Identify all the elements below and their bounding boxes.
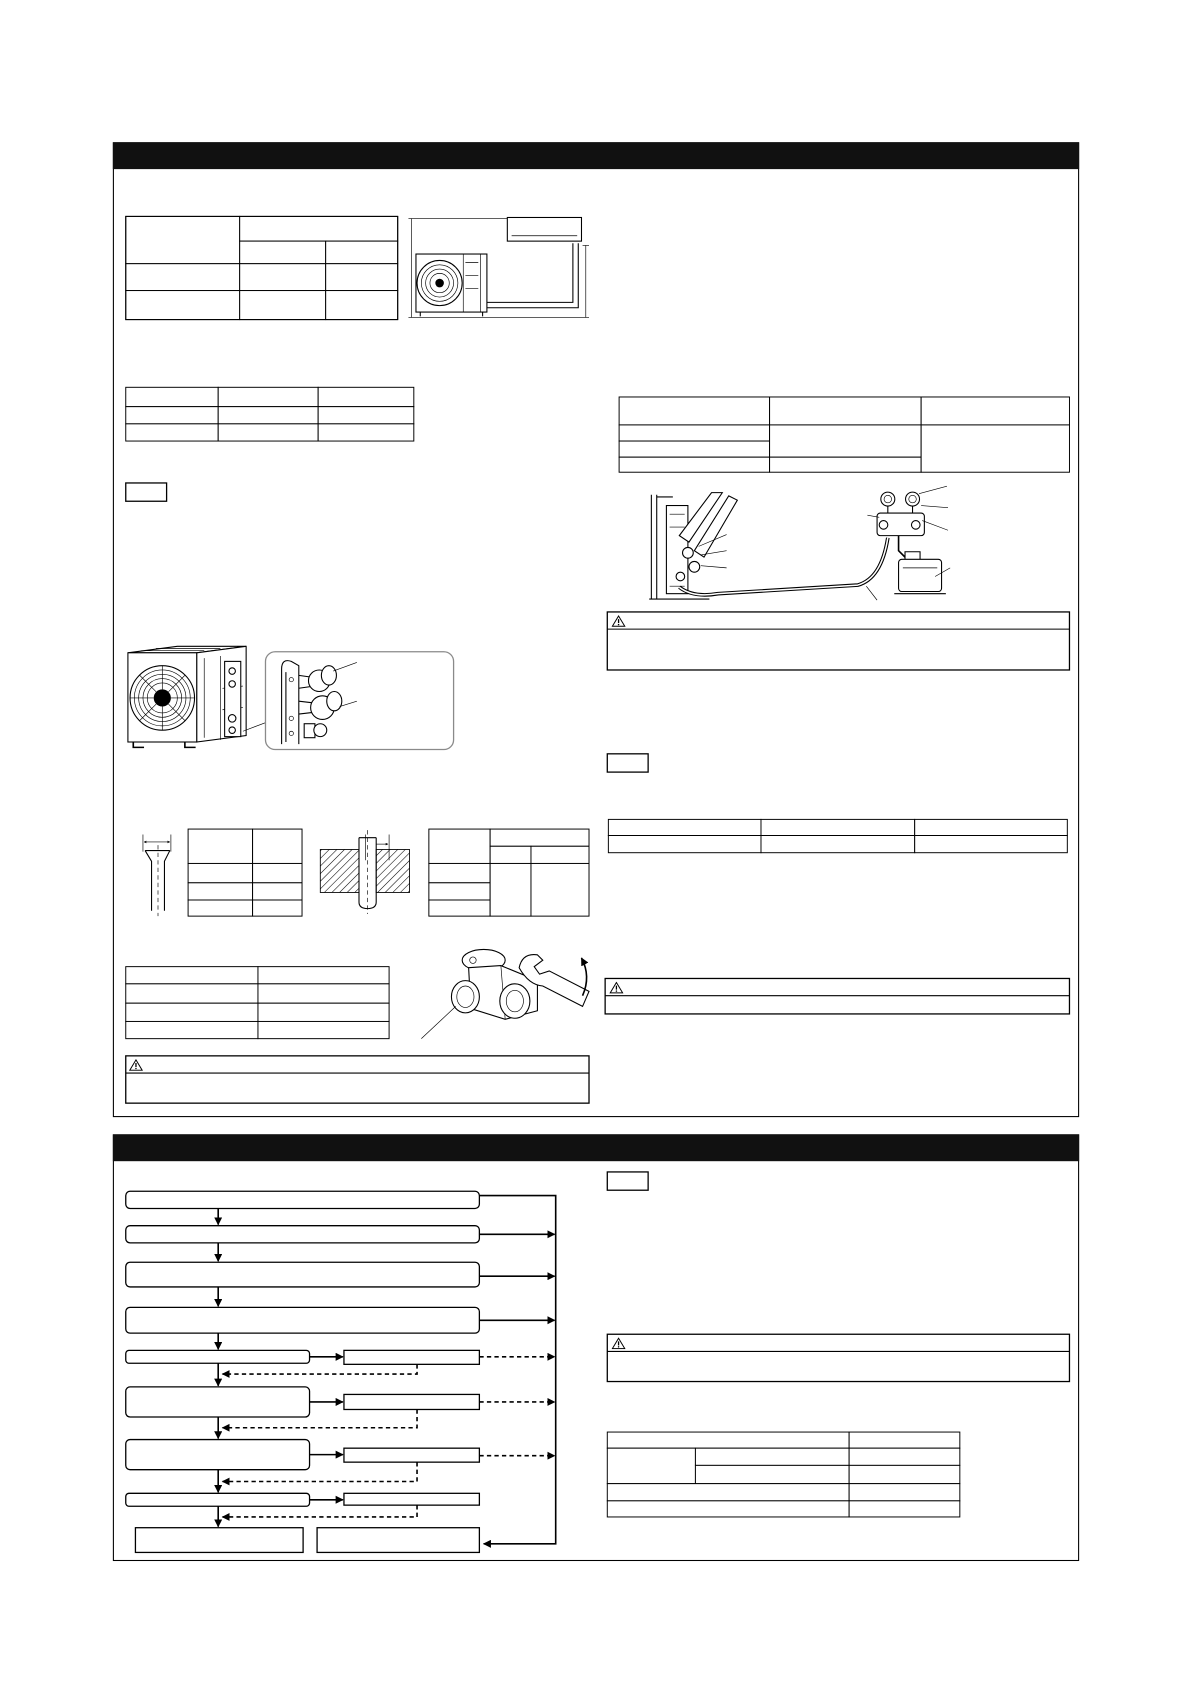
warning-box [126,1056,589,1103]
unit-feet [133,742,195,747]
table-cell [429,900,490,916]
section-1-header-bar [113,142,1079,169]
valve-callout [265,652,453,750]
fan-grille-icon [130,666,194,730]
flare-pipe [145,851,170,911]
table-cell [240,216,398,241]
flare-nut [451,981,479,1013]
table-cell [188,900,252,916]
leader-line [421,1006,455,1038]
table-cell [619,425,769,441]
flare-dimension-table [188,829,302,916]
table-cell [619,441,769,457]
table-cell [607,1448,695,1483]
table-cell [326,291,398,320]
low-pressure-gauge [881,492,895,506]
table-cell [619,397,769,425]
table-cell [490,863,531,916]
section-2 [113,1134,1079,1560]
callout-frame [265,652,453,750]
flow-check [126,1440,310,1470]
outdoor-unit-feet [420,312,482,316]
table-cell [126,407,218,424]
manifold-knob [911,521,920,530]
table-cell [258,1003,389,1021]
table-cell [188,829,252,863]
table-cell [921,397,1069,425]
table-cell [849,1432,960,1448]
pump-handle [905,552,920,560]
flow-remedy [344,1493,479,1505]
warning-box [607,1334,1069,1381]
table-cell [326,264,398,291]
flow-check [126,1493,310,1506]
table-cell [619,457,769,472]
table-cell [126,264,240,291]
table-cell [240,291,326,320]
flow-result [135,1528,303,1553]
table-cell [915,836,1068,853]
flare-margin-table [429,829,589,916]
outdoor-unit-illustration [128,646,266,747]
operation-check-table [607,1432,960,1517]
valve-nut [500,984,530,1018]
service-port [676,572,685,581]
table-cell [695,1465,849,1483]
table-cell [695,1448,849,1465]
table-cell [849,1484,960,1501]
test-run-flowchart [126,1191,556,1552]
section-1 [113,142,1079,1116]
table-cell [126,291,240,320]
table-cell [770,425,922,457]
unit-elevation-diagram [408,217,589,317]
table-cell [531,863,589,916]
additional-charge-table [608,819,1067,852]
table-cell [253,883,302,900]
gas-valve [683,547,694,558]
vacuum-setup-diagram [649,486,950,600]
refrigerant-pipe [486,243,578,307]
flow-step [126,1307,480,1333]
service-port [304,724,315,738]
hose-leader [866,586,877,600]
table-cell [126,1003,258,1021]
table-cell [318,424,414,441]
table-cell [240,241,326,264]
flow-step [126,1191,480,1208]
table-cell [326,241,398,264]
table-cell [258,984,389,1003]
table-cell [770,457,922,472]
high-pressure-gauge [906,492,920,506]
tool-block-left [320,849,359,892]
flow-check [126,1350,310,1363]
table-cell [318,387,414,406]
liquid-valve [689,561,700,572]
gas-valve-cap [321,666,336,685]
vacuum-spec-table [619,397,1069,472]
warning-box [607,612,1069,670]
service-valve-panel [225,661,241,736]
flare-tool-diagram [320,830,409,914]
table-cell [849,1448,960,1465]
table-cell [915,819,1068,835]
manifold-knob [879,521,888,530]
table-cell [126,424,218,441]
table-cell [761,819,915,835]
table-cell [253,900,302,916]
arrow-icon [479,1357,554,1456]
vacuum-pump [899,559,942,591]
table-cell [607,1501,849,1517]
indoor-unit [507,217,581,241]
table-cell [490,846,531,863]
table-cell [188,883,252,900]
table-cell [429,863,490,882]
service-port-cap [314,724,327,737]
table-cell [126,984,258,1003]
tool-block-right [376,849,409,892]
flow-remedy [344,1394,479,1409]
table-cell [240,264,326,291]
table-cell [218,387,318,406]
note-label-box [126,483,167,501]
pipe-length-table [126,216,398,319]
pipe-size-table [126,387,414,441]
removed-cover [694,496,737,557]
table-cell [258,967,389,984]
table-cell [126,967,258,984]
table-cell [253,829,302,863]
table-cell [126,387,218,406]
arrow-icon [479,1196,555,1544]
table-cell [849,1501,960,1517]
table-cell [429,883,490,900]
liquid-valve-cap [327,691,342,710]
table-cell [490,829,589,846]
table-cell [253,863,302,882]
table-cell [770,397,922,425]
table-cell [608,819,761,835]
pump-hose [899,536,905,557]
flow-remedy [344,1350,479,1364]
table-cell [258,1021,389,1038]
torque-table [126,967,389,1039]
table-cell [607,1432,849,1448]
note-label-box [607,1172,648,1190]
flow-remedy [344,1448,479,1462]
table-cell [126,216,240,263]
table-cell [429,829,490,863]
flow-step [126,1226,480,1243]
table-cell [608,836,761,853]
note-label-box [607,754,648,772]
table-cell [218,407,318,424]
table-cell [126,1021,258,1038]
warning-box [605,978,1069,1013]
table-cell [761,836,915,853]
section-2-header-bar [113,1134,1079,1161]
wrench-tightening-diagram [421,949,589,1038]
table-cell [531,846,589,863]
table-cell [218,424,318,441]
flow-step [126,1262,480,1287]
table-cell [188,863,252,882]
flow-check [126,1387,310,1417]
flow-result [317,1528,479,1553]
table-cell [849,1465,960,1483]
table-cell [318,407,414,424]
table-cell [607,1484,849,1501]
table-cell [921,425,1069,472]
flare-diagram [143,834,171,916]
